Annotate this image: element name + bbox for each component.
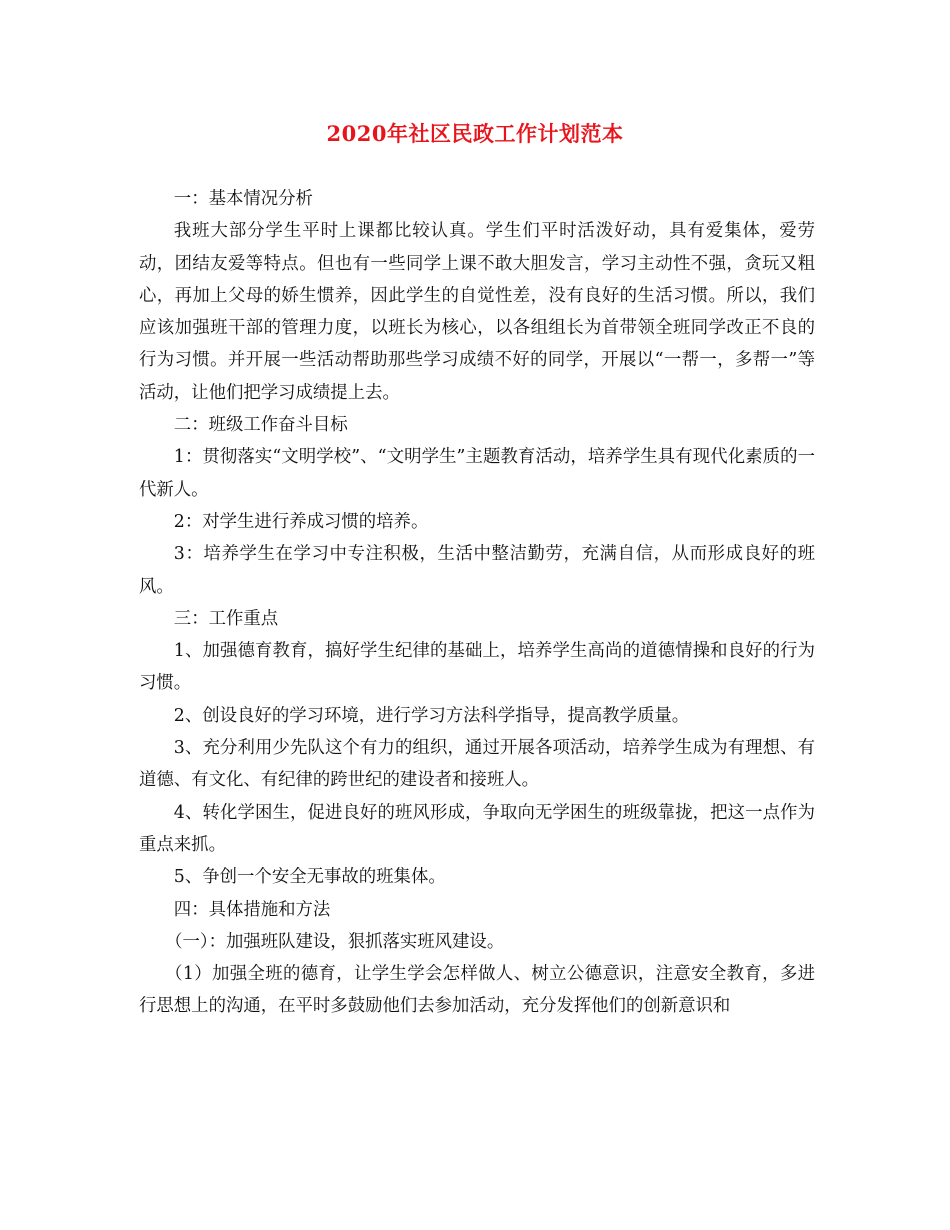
section-heading-2: 二：班级工作奋斗目标: [173, 415, 348, 436]
paragraph: 1：贯彻落实“文明学校”、“文明学生”主题教育活动，培养学生具有现代化素质的一代新人。: [139, 447, 815, 500]
paragraph: 4、转化学困生，促进良好的班风形成，争取向无学困生的班级靠拢，把这一点作为重点来抓。: [139, 802, 815, 855]
paragraph: 2、创设良好的学习环境，进行学习方法科学指导，提高教学质量。: [173, 705, 690, 726]
paragraph: 1、加强德育教育，搞好学生纪律的基础上，培养学生高尚的道德情操和良好的行为习惯。: [139, 641, 815, 694]
section-heading-3: 三：工作重点: [173, 608, 279, 629]
paragraph: 3、充分利用少先队这个有力的组织，通过开展各项活动，培养学生成为有理想、有道德、有文化、有纪律的跨世纪的建设者和接班人。: [139, 738, 815, 791]
paragraph: 2：对学生进行养成习惯的培养。: [173, 511, 429, 532]
subsection-heading: （一）：加强班队建设，狠抓落实班风建设。: [165, 931, 505, 952]
paragraph: 5、争创一个安全无事故的班集体。: [173, 867, 446, 888]
document-body: [139, 183, 815, 1023]
section-heading-4: 四：具体措施和方法: [173, 899, 331, 920]
paragraph: 我班大部分学生平时上课都比较认真。学生们平时活泼好动，具有爱集体，爱劳动，团结友爱等特点。但也有一些同学上课不敢大胆发言，学习主动性不强，贪玩又粗心，再加上父母的娇生惯养，因此学生的自觉性差，没有良好的生活习惯。所以，我们应该加强班干部的管理力度，以班长为核心，以各组组长为首带领全班同学改正不良的行为习惯。并开展一些活动帮助那些学习成绩不好的同学，开展以“一帮一，多帮一”等活动，让他们把学习成绩提上去。: [139, 221, 815, 403]
document-title: 2020年社区民政工作计划范本: [326, 121, 624, 146]
paragraph: 3：培养学生在学习中专注积极，生活中整洁勤劳，充满自信，从而形成良好的班风。: [139, 544, 815, 597]
section-heading-1: 一：基本情况分析: [173, 189, 313, 209]
paragraph: （1）加强全班的德育，让学生学会怎样做人、树立公德意识，注意安全教育，多进行思想上的沟通，在平时多鼓励他们去参加活动，充分发挥他们的创新意识和: [139, 964, 815, 1017]
